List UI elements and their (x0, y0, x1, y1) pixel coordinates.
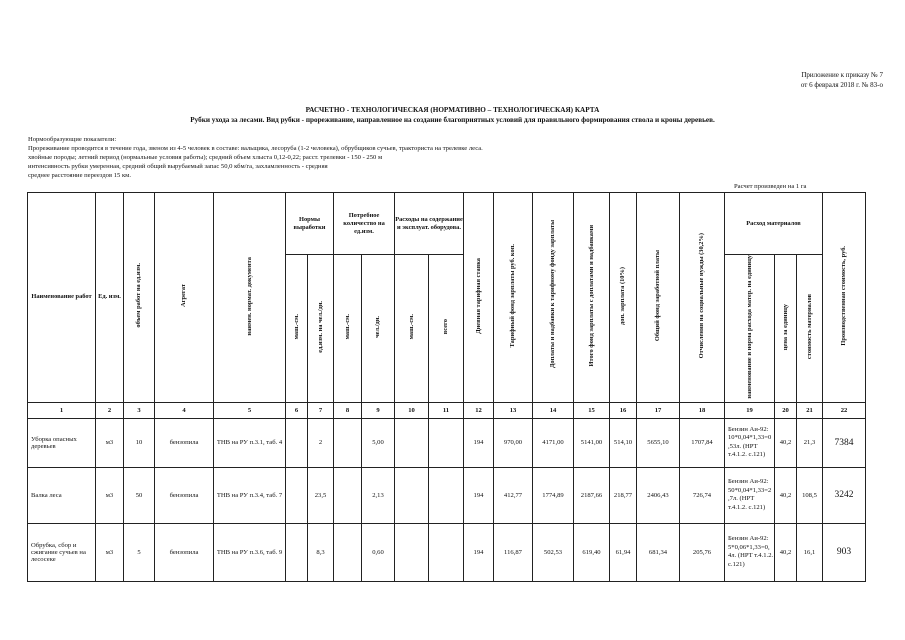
header-unit: Ед. изм. (96, 193, 124, 403)
material: Бензин Аи-92: 5*0,06*1,33=0, 4л. (НРТ т.4.1.2. с.121) (725, 523, 775, 581)
intro-line: хвойные породы; летний период (нормальные условия работы); средний объем хлыста 0,12-0,22; расст. трелевки - 150 - 250 м (28, 154, 383, 161)
col-number: 14 (533, 402, 574, 418)
general-wage: 2406,43 (637, 467, 680, 523)
header-tariff-fund: Тарифный фонд зарплаты руб. коп. (494, 193, 533, 403)
group-materials: Расход материалов (725, 193, 823, 255)
intro-block (28, 135, 483, 180)
unit: м3 (96, 418, 124, 467)
add-wage: 61,94 (610, 523, 637, 581)
cost-total (429, 523, 464, 581)
work-name: Валка леса (28, 467, 96, 523)
norm-doc: ТНВ на РУ п.3.4, таб. 7 (214, 467, 286, 523)
volume: 10 (124, 418, 155, 467)
daily-rate: 194 (464, 523, 494, 581)
header-prod-cost: Производственная стоимость, руб. (823, 193, 866, 403)
extra-pay: 4171,00 (533, 418, 574, 467)
header-need-mach: маш.-см. (334, 255, 362, 403)
header-general-wage: Общий фонд заработной платы (637, 193, 680, 403)
cost-total (429, 467, 464, 523)
document-title (0, 105, 905, 125)
daily-rate: 194 (464, 418, 494, 467)
norm-mach (286, 418, 308, 467)
col-number: 9 (362, 402, 395, 418)
header-material-name: наименование и норма расхода матер. на единицу (725, 255, 775, 403)
work-name: Обрубка, сбор и сжигание сучьев на лесосеке (28, 523, 96, 581)
col-number: 17 (637, 402, 680, 418)
cost-mach (395, 467, 429, 523)
cost-total (429, 418, 464, 467)
annex-line-1: Приложение к приказу № 7 (801, 71, 883, 79)
title-line-1: РАСЧЕТНО - ТЕХНОЛОГИЧЕСКАЯ (НОРМАТИВНО – ТЕХНОЛОГИЧЕСКАЯ) КАРТА (305, 106, 600, 114)
mat-cost: 21,3 (797, 418, 823, 467)
col-number: 7 (308, 402, 334, 418)
group-costs: Расходы на содержание и эксплуат. оборудова. (395, 193, 464, 255)
unit: м3 (96, 523, 124, 581)
unit: м3 (96, 467, 124, 523)
tariff-fund: 970,00 (494, 418, 533, 467)
prod-cost: 7384 (823, 418, 866, 467)
col-number: 20 (775, 402, 797, 418)
mat-cost: 16,1 (797, 523, 823, 581)
price: 40,2 (775, 523, 797, 581)
col-number: 16 (610, 402, 637, 418)
total-wage: 2187,66 (574, 467, 610, 523)
col-number: 10 (395, 402, 429, 418)
col-number: 3 (124, 402, 155, 418)
header-cost-mach: маш.-см. (395, 255, 429, 403)
header-mat-cost: стоимость материалов (797, 255, 823, 403)
general-wage: 5655,10 (637, 418, 680, 467)
intro-line: Нормообразующие показатели: (28, 136, 117, 143)
work-name: Уборка опасных деревьев (28, 418, 96, 467)
volume: 50 (124, 467, 155, 523)
cost-mach (395, 418, 429, 467)
col-number: 2 (96, 402, 124, 418)
column-number-row (28, 402, 866, 418)
need-mach (334, 523, 362, 581)
norm-mach (286, 467, 308, 523)
col-number: 19 (725, 402, 775, 418)
need-person: 0,60 (362, 523, 395, 581)
norm-person: 23,5 (308, 467, 334, 523)
col-number: 21 (797, 402, 823, 418)
total-wage: 5141,00 (574, 418, 610, 467)
col-number: 22 (823, 402, 866, 418)
need-person: 2,13 (362, 467, 395, 523)
aggregate: бензопила (155, 523, 214, 581)
prod-cost: 3242 (823, 467, 866, 523)
tech-card-table (27, 192, 866, 582)
extra-pay: 502,53 (533, 523, 574, 581)
col-number: 1 (28, 402, 96, 418)
table-row (28, 467, 866, 523)
social: 1707,84 (680, 418, 725, 467)
material: Бензин Аи-92: 10*0,04*1,33=0 ,53л. (НРТ т.4.1.2. с.121) (725, 418, 775, 467)
header-norm-doc: наимен. нормат. документа (214, 193, 286, 403)
col-number: 11 (429, 402, 464, 418)
norm-doc: ТНВ на РУ п.3.6, таб. 9 (214, 523, 286, 581)
col-number: 15 (574, 402, 610, 418)
intro-line: интенсивность рубки умеренная, средний общий вырубаемый запас 50,0 кбм/га, захламленность - средняя (28, 163, 328, 170)
header-extra-pay: Доплаты и надбавки к тарифному фонду зарплаты (533, 193, 574, 403)
header-norm-mach: маш.-см. (286, 255, 308, 403)
norm-person: 2 (308, 418, 334, 467)
header-price: цена за единицу (775, 255, 797, 403)
header-total-wage: Итого фонд зарплаты с доплатами и надбавками (574, 193, 610, 403)
general-wage: 681,34 (637, 523, 680, 581)
title-line-2: Рубки ухода за лесами. Вид рубки - прореживание, направленное на создание благоприятных условий для правильного формирования ствола и кроны деревьев. (190, 116, 715, 124)
cost-mach (395, 523, 429, 581)
extra-pay: 1774,89 (533, 467, 574, 523)
intro-line: среднее расстояние переездов 15 км. (28, 172, 132, 179)
col-number: 18 (680, 402, 725, 418)
col-number: 12 (464, 402, 494, 418)
col-number: 13 (494, 402, 533, 418)
group-need: Потребное количество на ед.изм. (334, 193, 395, 255)
header-volume: объем работ на ед.изм. (124, 193, 155, 403)
need-mach (334, 418, 362, 467)
tariff-fund: 412,77 (494, 467, 533, 523)
need-mach (334, 467, 362, 523)
header-work-name: Наименование работ (28, 193, 96, 403)
volume: 5 (124, 523, 155, 581)
add-wage: 514,10 (610, 418, 637, 467)
group-norms: Нормы выработки (286, 193, 334, 255)
price: 40,2 (775, 418, 797, 467)
price: 40,2 (775, 467, 797, 523)
aggregate: бензопила (155, 418, 214, 467)
table-row (28, 523, 866, 581)
col-number: 8 (334, 402, 362, 418)
total-wage: 619,40 (574, 523, 610, 581)
header-need-person: чел./дн. (362, 255, 395, 403)
aggregate: бензопила (155, 467, 214, 523)
header-daily-rate: Дневная тарифная ставка (464, 193, 494, 403)
norm-mach (286, 523, 308, 581)
annex-line-2: от 6 февраля 2018 г. № 83-о (800, 81, 883, 89)
col-number: 6 (286, 402, 308, 418)
header-social: Отчисления на социальные нужды (30,2%) (680, 193, 725, 403)
material: Бензин Аи-92: 50*0,04*1,33=2 ,7л. (НРТ т.4.1.2. с.121) (725, 467, 775, 523)
need-person: 5,00 (362, 418, 395, 467)
daily-rate: 194 (464, 467, 494, 523)
header-norm-person: ед.изм. на чел./дн. (308, 255, 334, 403)
norm-person: 8,3 (308, 523, 334, 581)
prod-cost: 903 (823, 523, 866, 581)
header-add-wage: доп. зарплата (10%) (610, 193, 637, 403)
intro-line: Прореживание проводится в течение года, звеном из 4-5 человек в составе: вальщика, лесоруба (1-2 человека), обрубщиков сучьев, тракториста на трелевке леса. (28, 145, 483, 152)
tariff-fund: 116,87 (494, 523, 533, 581)
table-row (28, 418, 866, 467)
header-aggregate: Агрегат (155, 193, 214, 403)
header-cost-total: всего (429, 255, 464, 403)
add-wage: 218,77 (610, 467, 637, 523)
annex-note (801, 70, 883, 90)
col-number: 5 (214, 402, 286, 418)
social: 205,76 (680, 523, 725, 581)
mat-cost: 108,5 (797, 467, 823, 523)
calc-note: Расчет произведен на 1 га (734, 183, 807, 190)
col-number: 4 (155, 402, 214, 418)
norm-doc: ТНВ на РУ п.3.1, таб. 4 (214, 418, 286, 467)
social: 726,74 (680, 467, 725, 523)
